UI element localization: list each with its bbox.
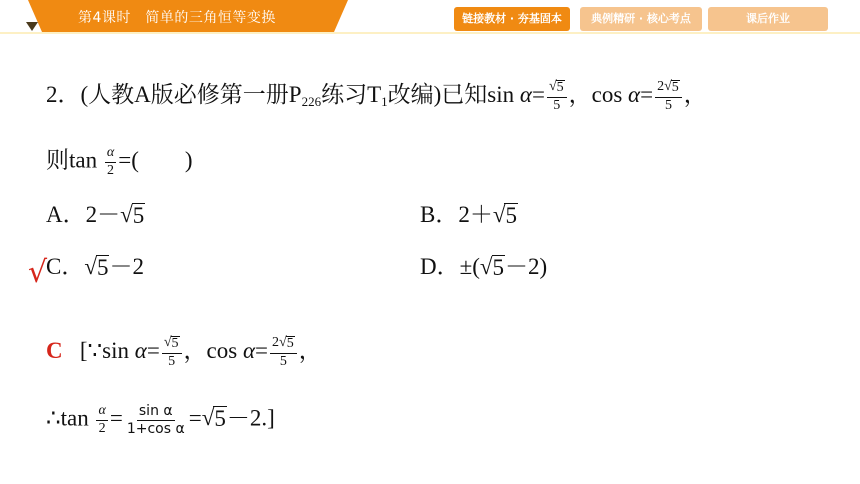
source-suffix: 改编)已知sin [387, 81, 520, 107]
source-middle: 练习T [321, 81, 382, 107]
tab-homework[interactable]: 课后作业 [708, 7, 828, 31]
therefore-tan: ∴tan [46, 405, 95, 431]
half-angle-fraction: $\frac{\alpha}{2}$ [106, 145, 115, 178]
option-d[interactable]: D．±( √ 5 －2) [420, 254, 548, 280]
source-sub: 1 [381, 93, 388, 109]
lesson-title-tab [28, 0, 348, 32]
solution-cos-fraction: 2 √ 5 5 [270, 336, 297, 369]
question-stem-line2 [46, 146, 193, 178]
half-angle-formula-fraction: $\frac{\text{sin α}}{\text{1+cos α}}$ [126, 403, 185, 437]
source-prefix: (人教A版必修第一册P [80, 81, 302, 107]
end-comma: ， [683, 81, 707, 107]
solution-sin-fraction: √ 5 5 [162, 336, 182, 369]
equals-sign: = [531, 81, 545, 107]
option-c[interactable]: C． √ 5 －2 [46, 254, 144, 280]
source-page: 226 [301, 93, 322, 109]
solution-line2: ∴tan $\frac{\alpha}{2}$ = $\frac{\text{sin α}}{\text{1+cos α}}$ = √ 5 －2.] [46, 403, 275, 437]
sin-denominator: 5 [553, 97, 561, 113]
tab-example-study[interactable]: 典例精研 · 核心考点 [580, 7, 702, 31]
tab-link-textbook[interactable]: 链接教材 · 夯基固本 [454, 7, 570, 31]
question-stem-line1 [46, 80, 707, 113]
lesson-title: 第4课时 简单的三角恒等变换 [78, 10, 276, 26]
cos-value-fraction: 2 √ 5 5 [655, 80, 682, 113]
cos-denominator: 5 [664, 97, 672, 113]
question-number: 2． [46, 81, 81, 107]
option-b[interactable]: B．2＋ √ 5 [420, 202, 517, 228]
solution-line1: C [∵sin α= √ 5 5 ，cos α= 2 √ 5 5 ， [46, 335, 322, 369]
because-sin: [∵sin [79, 337, 135, 363]
alpha-symbol: α [519, 81, 532, 107]
cos-radicand: 5 [671, 80, 679, 95]
sin-value-fraction: √ 5 5 [547, 80, 567, 113]
answer-blank: =( ) [118, 147, 193, 173]
solution-half-angle: $\frac{\alpha}{2}$ [98, 403, 106, 436]
answer-letter: C [46, 337, 63, 363]
equals-sign: = [640, 81, 654, 107]
correct-checkmark-icon: √ [28, 255, 48, 290]
alpha-symbol: α [628, 81, 641, 107]
triangle-decoration-icon [26, 22, 38, 31]
solution-end: －2.] [226, 405, 275, 431]
header-divider [0, 32, 860, 34]
top-header [0, 0, 860, 34]
sin-radicand: 5 [556, 80, 564, 95]
cos-label: ，cos [568, 81, 629, 107]
option-a[interactable]: A．2－ √ 5 [46, 202, 145, 228]
tan-prefix: 则tan [46, 147, 103, 173]
cos-coefficient: 2 [657, 79, 665, 94]
